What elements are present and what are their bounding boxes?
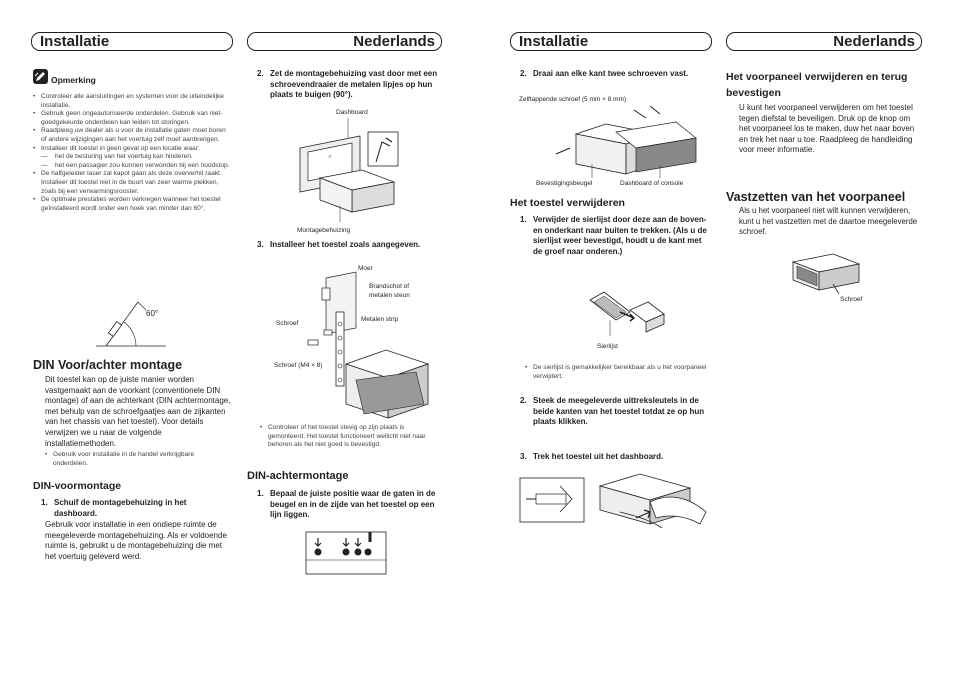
note-subitem: — het de besturing van het voertuig kan hinderen. xyxy=(33,153,231,162)
label-montagebehuizing: Montagebehuizing xyxy=(297,227,351,234)
step-a1 xyxy=(257,489,445,521)
step-instruction: Trek het toestel uit het dashboard. xyxy=(533,452,664,461)
angle-label: 60° xyxy=(146,309,159,318)
label-sierlijst: Sierlijst xyxy=(597,343,618,350)
note-item: • De halfgeleider laser zal kapot gaan als deze oververhit raakt. Installeer dit toestel niet in de buurt van zeer warme plekken, zoals bij een verwarmingsrooster. xyxy=(33,170,231,196)
achtermontage-title: DIN-achtermontage xyxy=(247,470,349,482)
fix-text: Als u het voorpaneel niet wilt kunnen verwijderen, kunt u het vastzetten met de daartoe meegeleverde schroef. xyxy=(739,206,918,237)
panel-text: U kunt het voorpaneel verwijderen om het toestel tegen diefstal te beveiligen. Druk op de knop om het voorpaneel los te maken, duw het naar boven en trek het naar u toe. Raadpleeg de handleiding voor meer informatie. xyxy=(739,103,915,155)
remove-title: Het toestel verwijderen xyxy=(510,197,625,209)
step-instruction: Verwijder de sierlijst door deze aan de boven- en onderkant naar buiten te trekken. (Als u de sierlijst weer bevestigd, houdt u de kant met de groef naar onderen.) xyxy=(533,215,707,256)
step-1 xyxy=(41,498,229,519)
step-number: 1. xyxy=(520,215,527,224)
step-instruction: Schuif de montagebehuizing in het dashboard. xyxy=(54,498,187,518)
din-text: Dit toestel kan op de juiste manier worden vastgemaakt aan de voorkant (conventionele DIN montage) of aan de achterkant (DIN achtermontage, met behulp van de schroefgaatjes aan de zijkanten van het chassis van het toestel). Voor details verwijzen we u naar de volgende installatiemethoden. xyxy=(45,375,231,448)
label-metalen-strip: Metalen strip xyxy=(361,316,399,323)
fix-title: Vastzetten van het voorpaneel xyxy=(726,190,906,204)
label-bevestigingsbeugel: Bevestigingsbeugel xyxy=(536,180,593,187)
label-moer: Moer xyxy=(358,265,373,272)
step-instruction: Steek de meegeleverde uittreksleutels in de beide kanten van het toestel totdat ze op hun plaats klikken. xyxy=(533,396,705,427)
step-1-text: Gebruik voor installatie in een ondiepe ruimte de meegeleverde montagebehuizing. Als er voldoende ruimte is, gebruikt u de montagebehuizing die met het voertuig geleverd werd. xyxy=(45,520,227,561)
step-number: 3. xyxy=(520,452,527,461)
step-number: 2. xyxy=(257,69,264,78)
remove-step-2 xyxy=(520,396,709,428)
note-icon xyxy=(33,69,48,84)
label-dashboard: Dashboard xyxy=(336,109,368,116)
label-brandschot: Brandschot of metalen steun xyxy=(369,283,410,299)
header-language: Nederlands xyxy=(833,33,915,50)
label-dashboard-of-console: Dashboard of console xyxy=(620,180,684,187)
note-title: Opmerking xyxy=(51,75,96,85)
label-schroef-m4: Schroef (M4 × 8) xyxy=(274,362,323,369)
screw-mount-illustration xyxy=(556,104,706,179)
note-item: • Installeer dit toestel in geen geval op een locatie waar: xyxy=(33,145,231,154)
header-title: Installatie xyxy=(40,33,110,50)
mounting-sleeve-illustration xyxy=(300,118,420,228)
step-3-bullet: • Controleer of het toestel stevig op zijn plaats is gemonteerd. Het toestel functioneert wellicht niet naar behoren als het niet goed is bevestigd. xyxy=(260,424,442,450)
din-title: DIN Voor/achter montage xyxy=(33,358,183,372)
remove-bullet: • De sierlijst is gemakkelijker bereikbaar als u het voorpaneel verwijdert. xyxy=(525,364,707,381)
note-subitem: — het een passagier zou kunnen verwonden bij een noodstop. xyxy=(33,162,231,171)
bracket-alignment-illustration xyxy=(306,530,386,574)
step-number: 2. xyxy=(520,69,527,78)
note-item: • Raadpleeg uw dealer als u voor de installatie gaten moet boren of andere wijzigingen aan het voertuig zelf moet aanbrengen. xyxy=(33,127,231,144)
step-instruction: Zet de montagebehuizing vast door met een schroevendraaier de metalen lipjes op hun plaats te buigen (90°). xyxy=(270,69,438,100)
remove-step-3 xyxy=(520,452,709,463)
header-title: Installatie xyxy=(519,33,589,50)
pencil-icon xyxy=(33,69,48,84)
front-panel-screw-illustration xyxy=(793,254,863,294)
section-header-nederlands-left xyxy=(247,32,442,51)
step-3-bullet-list xyxy=(260,424,442,450)
label-zelftappende-schroef: Zelftappende schroef (5 mm × 8 mm) xyxy=(519,96,627,103)
step-number: 3. xyxy=(257,240,264,249)
note-item: • De optimale prestaties worden verkregen wanneer het toestel geïnstalleerd wordt onder een hoek van minder dan 60°. xyxy=(33,196,231,213)
step-2 xyxy=(257,69,450,101)
section-header-installatie-left xyxy=(31,32,233,51)
key-insert-illustration xyxy=(520,478,584,522)
step-number: 2. xyxy=(520,396,527,405)
step-instruction: Bepaal de juiste positie waar de gaten in de beugel en in de zijde van het toestel op een lijn liggen. xyxy=(270,489,436,520)
panel-title: Het voorpaneel verwijderen en terug bevestigen xyxy=(726,71,908,99)
din-bullet: • Gebruik voor installatie in de handel verkrijgbare onderdelen. xyxy=(45,451,225,468)
section-header-installatie-right xyxy=(510,32,712,51)
label-schroef-panel: Schroef xyxy=(840,296,863,303)
svg-text:✓: ✓ xyxy=(328,154,333,160)
note-item: • Gebruik geen ongeautoriseerde onderdelen. Gebruik van niet-goedgekeurde onderdelen kan leiden tot storingen. xyxy=(33,110,231,127)
step-number: 1. xyxy=(257,489,264,498)
remove-step-1 xyxy=(520,215,709,257)
angle-diagram xyxy=(96,302,186,352)
step-number: 1. xyxy=(41,498,48,507)
step-instruction: Draai aan elke kant twee schroeven vast. xyxy=(533,69,689,78)
note-item: • Controleer alle aansluitingen en systemen voor de uiteindelijke installatie. xyxy=(33,93,231,110)
unit-pull-illustration xyxy=(590,472,710,532)
din-bullet-list xyxy=(45,451,225,468)
step-3 xyxy=(257,240,450,251)
note-list xyxy=(33,93,231,213)
header-language: Nederlands xyxy=(353,33,435,50)
label-schroef: Schroef xyxy=(276,320,299,327)
step-instruction: Installeer het toestel zoals aangegeven. xyxy=(270,240,421,249)
section-header-nederlands-right xyxy=(726,32,922,51)
remove-bullet-list xyxy=(525,364,707,381)
voormontage-title: DIN-voormontage xyxy=(33,480,122,492)
trim-ring-illustration xyxy=(590,292,670,342)
step-2-screws xyxy=(520,69,703,80)
